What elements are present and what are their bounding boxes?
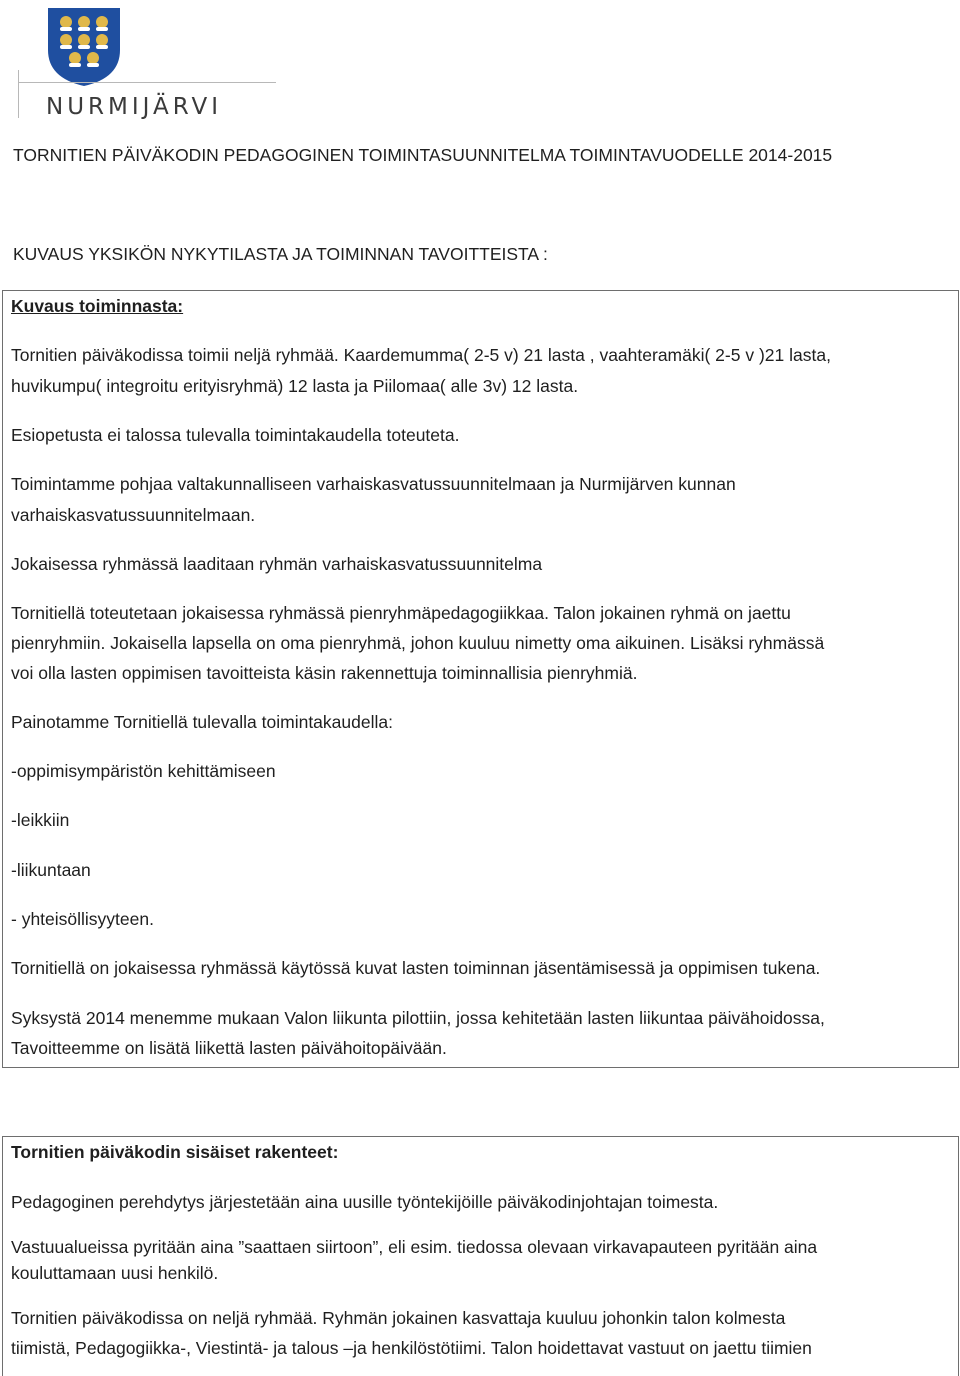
box2-heading: Tornitien päiväkodin sisäiset rakenteet: [11,1142,339,1162]
box2-line: kouluttamaan uusi henkilö. [11,1263,219,1283]
box2-line: tiimistä, Pedagogiikka-, Viestintä- ja talous –ja henkilöstötiimi. Talon hoidettavat vastuut on jaettu tiimien [11,1338,812,1358]
logo-rule-vertical [18,70,19,118]
box1-line: Tornitiellä on jokaisessa ryhmässä käytössä kuvat lasten toiminnan jäsentämisessä ja oppimisen tukena. [11,958,821,978]
box1-list-item: -liikuntaan [11,860,91,880]
section-heading: KUVAUS YKSIKÖN NYKYTILASTA JA TOIMINNAN TAVOITTEISTA : [13,244,548,264]
box2-line: Pedagoginen perehdytys järjestetään aina uusille työntekijöille päiväkodinjohtajan toimesta. [11,1192,719,1212]
box1-line: pienryhmiin. Jokaisella lapsella on oma pienryhmä, johon kuuluu nimetty oma aikuinen. Lisäksi ryhmässä [11,633,825,653]
box1-line: Jokaisessa ryhmässä laaditaan ryhmän varhaiskasvatussuunnitelma [11,554,543,574]
box2-line: Vastuualueissa pyritään aina ”saattaen siirtoon”, eli esim. tiedossa olevaan virkavapauteen pyritään aina [11,1237,818,1257]
box1-line: Syksystä 2014 menemme mukaan Valon liikunta pilottiin, jossa kehitetään lasten liikuntaa päivähoidossa, [11,1008,825,1028]
box1-line: Toimintamme pohjaa valtakunnalliseen varhaiskasvatussuunnitelmaan ja Nurmijärven kunnan [11,474,736,494]
box1-line: Esiopetusta ei talossa tulevalla toimintakaudella toteuteta. [11,425,460,445]
logo-rule-horizontal [18,82,276,83]
box1-heading: Kuvaus toiminnasta: [11,296,184,316]
box1-line: Tavoitteemme on lisätä liikettä lasten päivähoitopäivään. [11,1038,447,1058]
box1-list-item: - yhteisöllisyyteen. [11,909,154,929]
box1-line: huvikumpu( integroitu erityisryhmä) 12 lasta ja Piilomaa( alle 3v) 12 lasta. [11,376,579,396]
box2-line: Tornitien päiväkodissa on neljä ryhmää. Ryhmän jokainen kasvattaja kuuluu johonkin talon kolmesta [11,1308,786,1328]
box1-list-item: -leikkiin [11,810,70,830]
box1-line: Tornitiellä toteutetaan jokaisessa ryhmässä pienryhmäpedagogiikkaa. Talon jokainen ryhmä on jaettu [11,603,791,623]
municipality-logo [18,6,278,120]
logo-wordmark: NURMIJÄRVI [46,94,223,120]
box1-line: Tornitien päiväkodissa toimii neljä ryhmää. Kaardemumma( 2-5 v) 21 lasta , vaahteramäki( 2-5 v )21 lasta, [11,345,831,365]
document-title: TORNITIEN PÄIVÄKODIN PEDAGOGINEN TOIMINTASUUNNITELMA TOIMINTAVUODELLE 2014-2015 [13,145,833,165]
coat-of-arms-icon [46,6,122,88]
box1-line: varhaiskasvatussuunnitelmaan. [11,505,256,525]
box1-line: Painotamme Tornitiellä tulevalla toimintakaudella: [11,712,393,732]
box1-list-item: -oppimisympäristön kehittämiseen [11,761,276,781]
box1-line: voi olla lasten oppimisen tavoitteista käsin rakennettuja toiminnallisia pienryhmiä. [11,663,638,683]
